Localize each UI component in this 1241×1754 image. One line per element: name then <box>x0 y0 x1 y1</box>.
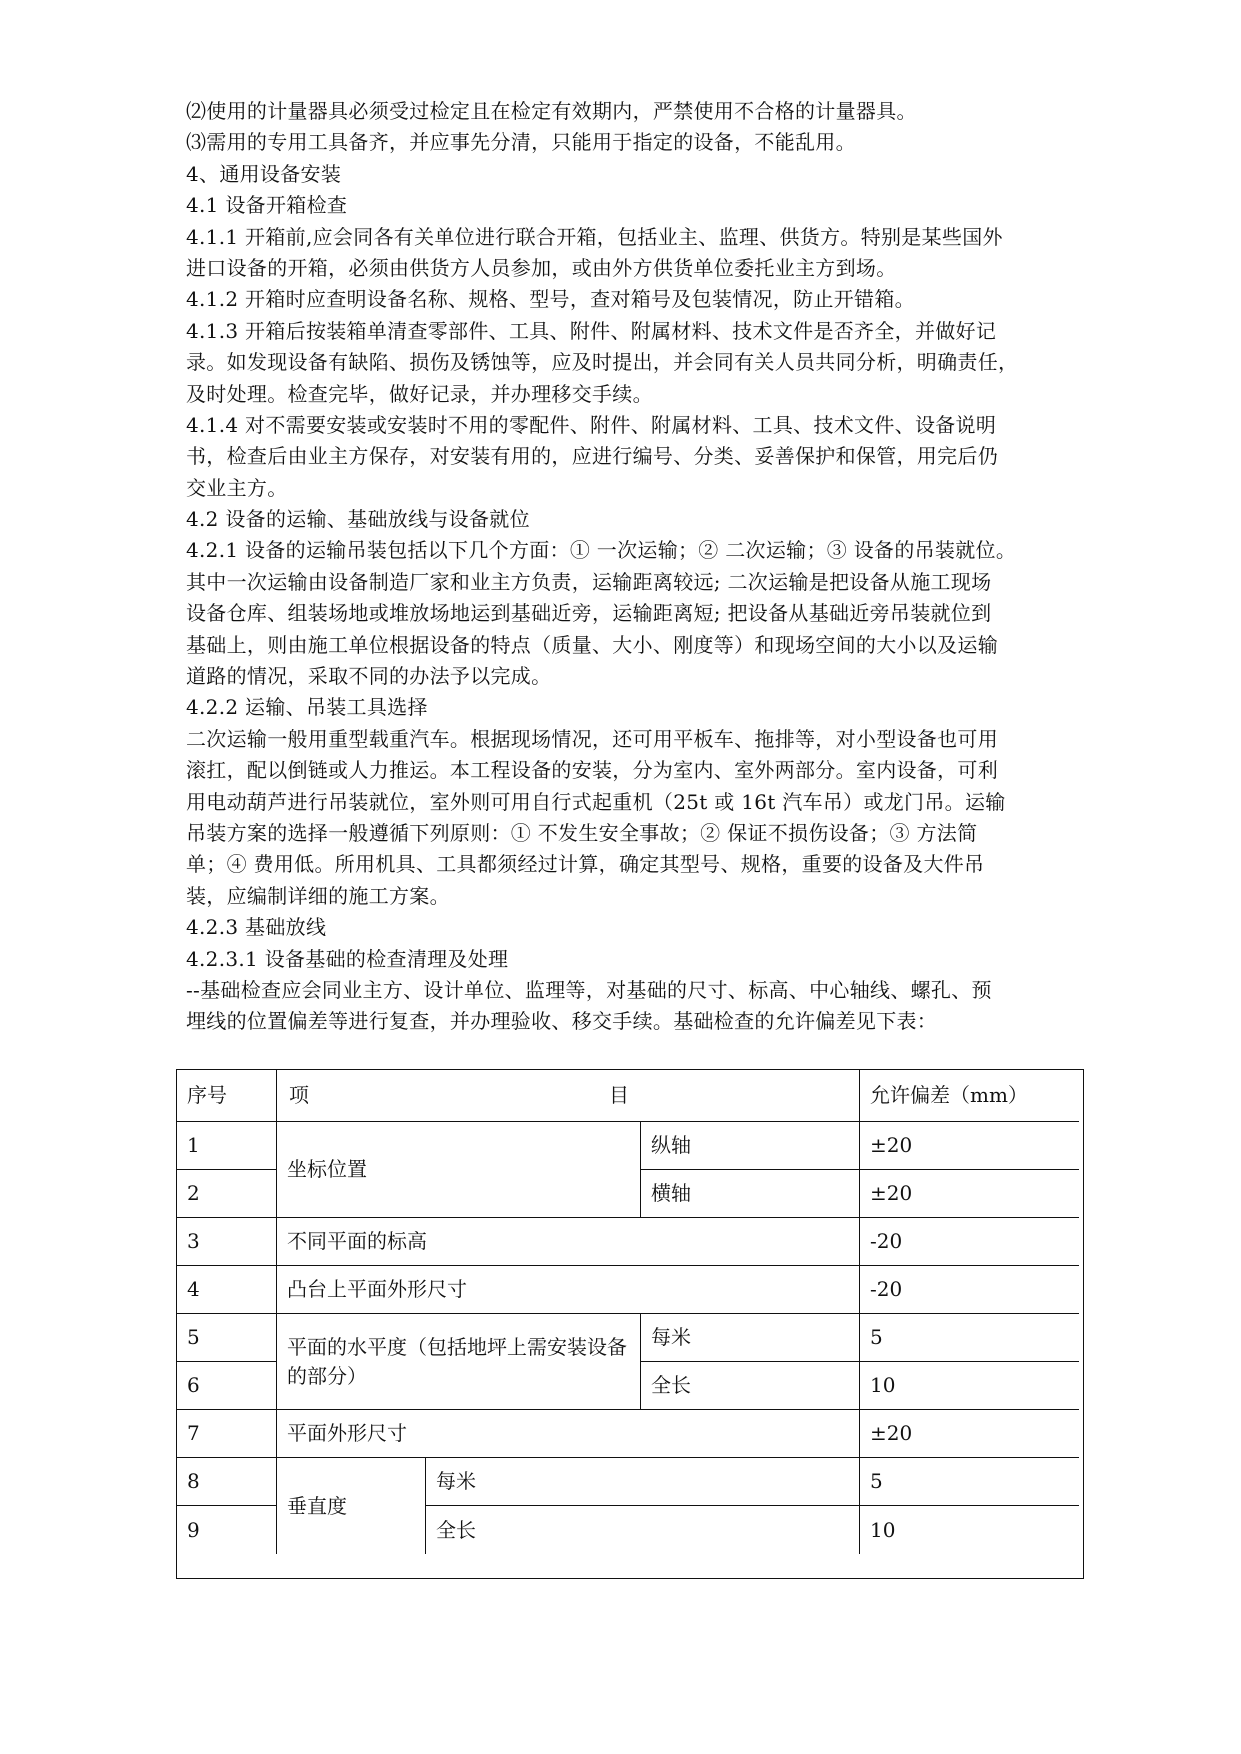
row-no: 4 <box>177 1266 277 1314</box>
text-line: 用电动葫芦进行吊装就位，室外则可用自行式起重机（25t 或 16t 汽车吊）或龙门吊。运输 <box>186 789 1006 814</box>
text-line: 基础上，则由施工单位根据设备的特点（质量、大小、刚度等）和现场空间的大小以及运输 <box>186 632 998 657</box>
tolerance-value: ±20 <box>860 1410 1079 1458</box>
row-no: 7 <box>177 1410 277 1458</box>
tolerance-value: 10 <box>860 1362 1079 1410</box>
item-sub: 全长 <box>641 1362 860 1410</box>
text-line: ⑵使用的计量器具必须受过检定且在检定有效期内，严禁使用不合格的计量器具。 <box>186 99 917 123</box>
tolerance-value: 5 <box>860 1314 1079 1362</box>
item-name: 不同平面的标高 <box>277 1218 860 1266</box>
subsection-heading: 4.2.3.1 设备基础的检查清理及处理 <box>186 946 509 971</box>
tolerance-value: 10 <box>870 1517 896 1542</box>
text-line: 4.2.1 设备的运输吊装包括以下几个方面：① 一次运输；② 二次运输；③ 设备的吊装就位。 <box>186 538 1017 563</box>
item-group: 坐标位置 <box>277 1122 641 1218</box>
tolerance-value: ±20 <box>860 1122 1079 1170</box>
item-sub: 每米 <box>641 1314 860 1362</box>
text-line: 吊装方案的选择一般遵循下列原则：① 不发生安全事故；② 保证不损伤设备；③ 方法简 <box>186 820 978 845</box>
item-group: 平面的水平度（包括地坪上需安装设备的部分） <box>277 1314 641 1410</box>
text-line: 道路的情况，采取不同的办法予以完成。 <box>186 664 552 689</box>
text-line: 4.1.4 对不需要安装或安装时不用的零配件、附件、附属材料、工具、技术文件、设备说明 <box>186 412 997 437</box>
body-text <box>186 96 1086 1038</box>
row-no: 6 <box>177 1362 277 1410</box>
text-line: 4.1.3 开箱后按装箱单清查零部件、工具、附件、附属材料、技术文件是否齐全，并做好记 <box>186 318 997 343</box>
text-line: 及时处理。检查完毕，做好记录，并办理移交手续。 <box>186 381 653 406</box>
row-no: 8 <box>177 1458 277 1506</box>
tolerance-value: -20 <box>860 1218 1079 1266</box>
header-item-a: 项 <box>289 1083 309 1107</box>
header-item <box>277 1070 860 1122</box>
text-line: 录。如发现设备有缺陷、损伤及锈蚀等，应及时提出，并会同有关人员共同分析，明确责任， <box>186 350 1019 375</box>
tolerance-value: -20 <box>860 1266 1079 1314</box>
subsection-heading: 4.1 设备开箱检查 <box>186 193 348 218</box>
subsection-heading: 4.2.3 基础放线 <box>186 915 327 940</box>
item-name: 平面外形尺寸 <box>277 1410 860 1458</box>
text-line: 装，应编制详细的施工方案。 <box>186 883 450 908</box>
section-heading: 4、通用设备安装 <box>186 161 342 186</box>
item-sub: 每米 <box>426 1458 860 1506</box>
item-sub: 横轴 <box>641 1170 860 1218</box>
text-line: 单；④ 费用低。所用机具、工具都须经过计算，确定其型号、规格，重要的设备及大件吊 <box>186 852 985 877</box>
tolerance-table <box>176 1069 1084 1579</box>
text-line: 二次运输一般用重型载重汽车。根据现场情况，还可用平板车、拖排等，对小型设备也可用 <box>186 726 998 751</box>
text-line: 滚扛，配以倒链或人力推运。本工程设备的安装，分为室内、室外两部分。室内设备，可利 <box>186 758 998 783</box>
text-line: 进口设备的开箱，必须由供货方人员参加，或由外方供货单位委托业主方到场。 <box>186 255 897 280</box>
header-item-b: 目 <box>609 1083 629 1107</box>
tolerance-value: 5 <box>860 1458 1079 1506</box>
row-no: 1 <box>177 1122 277 1170</box>
text-line: 埋线的位置偏差等进行复查，并办理验收、移交手续。基础检查的允许偏差见下表： <box>186 1009 938 1034</box>
header-tolerance: 允许偏差（mm） <box>860 1070 1079 1122</box>
text-line: 4.1.2 开箱时应查明设备名称、规格、型号，查对箱号及包装情况，防止开错箱。 <box>186 287 915 312</box>
tolerance-value: ±20 <box>860 1170 1079 1218</box>
text-line: ⑶需用的专用工具备齐，并应事先分清，只能用于指定的设备，不能乱用。 <box>186 130 856 155</box>
text-line: --基础检查应会同业主方、设计单位、监理等，对基础的尺寸、标高、中心轴线、螺孔、预 <box>186 977 992 1002</box>
item-sub: 全长 <box>426 1506 860 1554</box>
text-line: 其中一次运输由设备制造厂家和业主方负责，运输距离较远; 二次运输是把设备从施工现场 <box>186 569 992 594</box>
subsection-heading: 4.2.2 运输、吊装工具选择 <box>186 695 428 720</box>
header-no: 序号 <box>177 1070 277 1122</box>
item-group: 垂直度 <box>277 1458 426 1554</box>
row-no: 5 <box>177 1314 277 1362</box>
item-sub: 纵轴 <box>641 1122 860 1170</box>
row-no: 3 <box>177 1218 277 1266</box>
row-no: 2 <box>177 1170 277 1218</box>
item-name: 凸台上平面外形尺寸 <box>277 1266 860 1314</box>
row-no: 9 <box>177 1506 277 1554</box>
text-line: 书，检查后由业主方保存，对安装有用的，应进行编号、分类、妥善保护和保管，用完后仍 <box>186 444 998 469</box>
text-line: 交业主方。 <box>186 475 288 500</box>
text-line: 设备仓库、组装场地或堆放场地运到基础近旁，运输距离短; 把设备从基础近旁吊装就位到 <box>186 601 992 626</box>
subsection-heading: 4.2 设备的运输、基础放线与设备就位 <box>186 507 530 532</box>
text-line: 4.1.1 开箱前,应会同各有关单位进行联合开箱，包括业主、监理、供货方。特别是某些国外 <box>186 224 1003 249</box>
